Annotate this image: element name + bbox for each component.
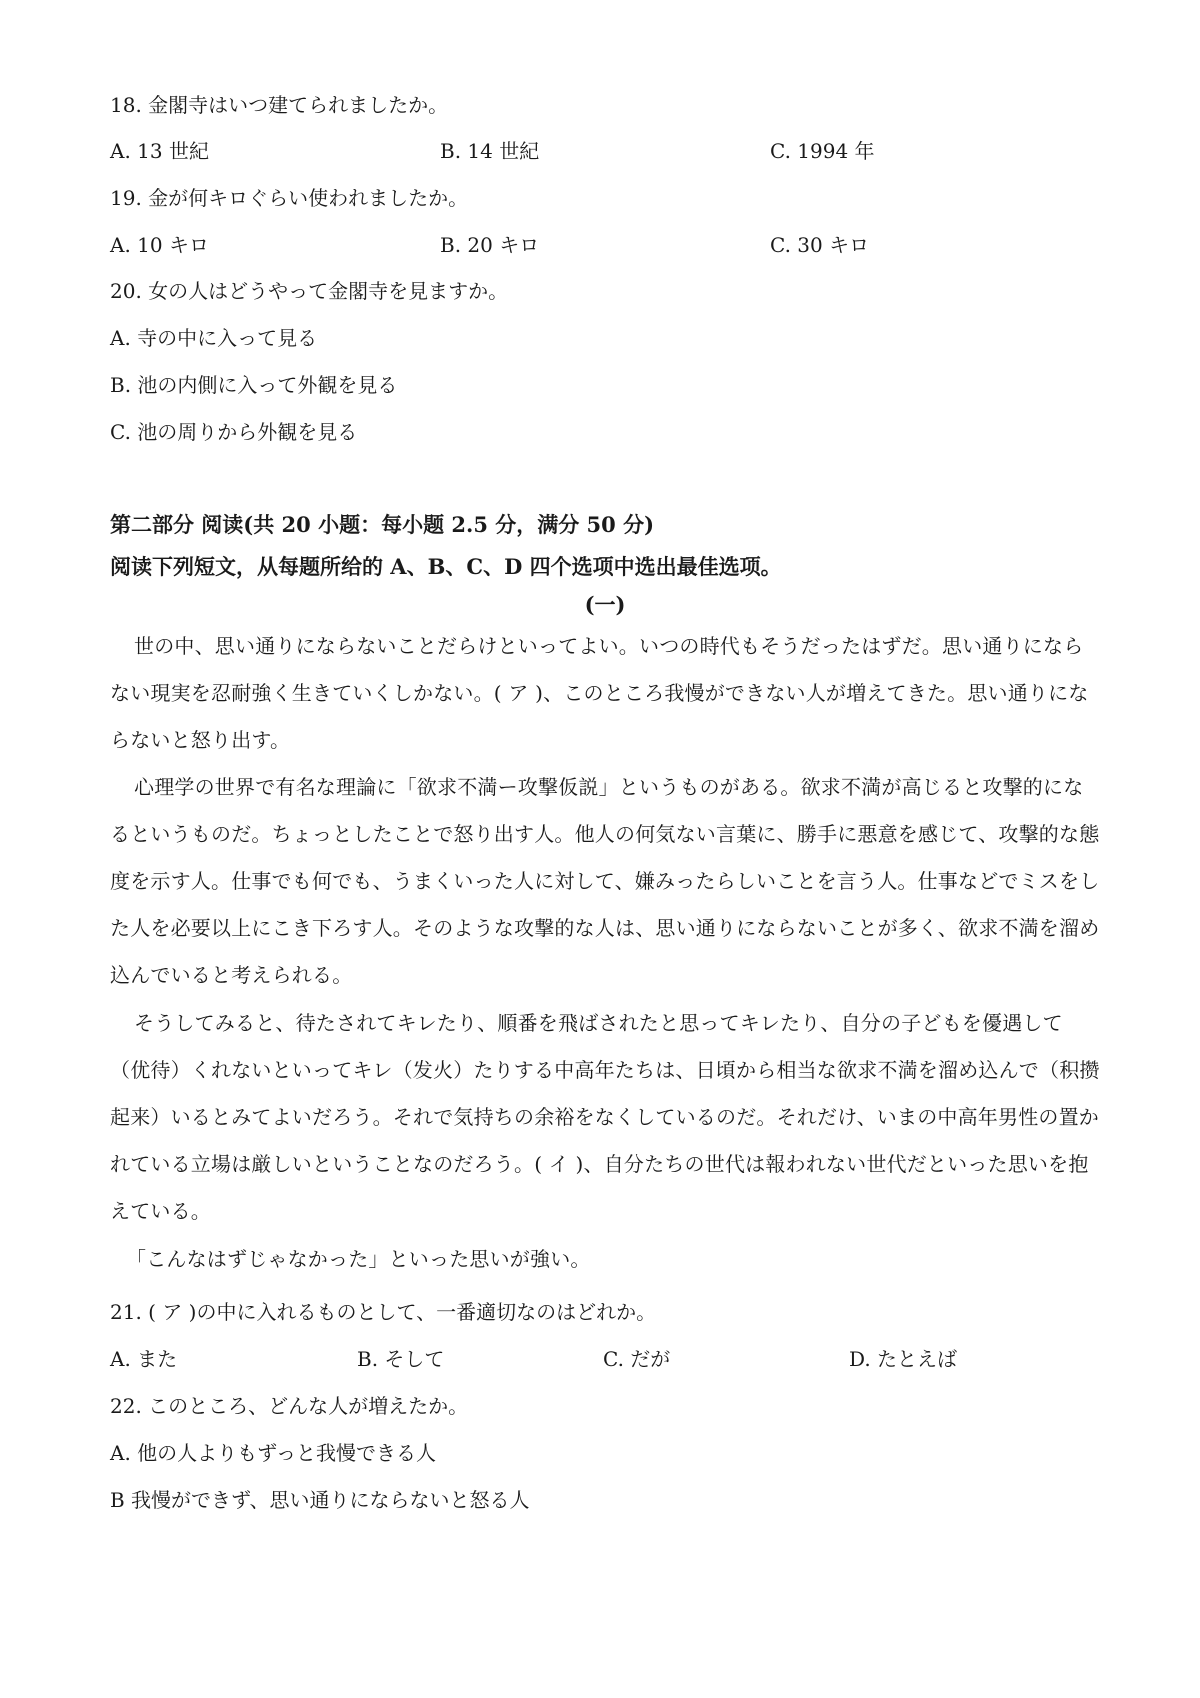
passage-paragraph-1: 世の中、思い通りにならないことだらけといってよい。いつの時代もそうだったはずだ。思い通りにならない現実を忍耐強く生きていくしかない。( ア )、このところ我慢ができない人が増えてきた。思い通りにならないと怒り出す。 bbox=[110, 634, 1089, 752]
q22-option-a: A. 他の人よりもずっと我慢できる人 bbox=[110, 1441, 436, 1465]
q21-option-d: D. たとえば bbox=[849, 1347, 958, 1371]
passage-paragraph-4: 「こんなはずじゃなかった」といった思いが強い。 bbox=[126, 1247, 591, 1271]
question-21: 21. ( ア )の中に入れるものとして、一番適切なのはどれか。 bbox=[110, 1300, 657, 1324]
q21-option-b: B. そして bbox=[357, 1347, 445, 1371]
q18-option-b: B. 14 世紀 bbox=[440, 139, 540, 163]
q18-option-c: C. 1994 年 bbox=[770, 139, 875, 163]
question-22: 22. このところ、どんな人が増えたか。 bbox=[110, 1394, 469, 1418]
q21-option-a: A. また bbox=[110, 1347, 178, 1371]
question-20: 20. 女の人はどうやって金閣寺を見ますか。 bbox=[110, 279, 509, 303]
q18-option-a: A. 13 世紀 bbox=[110, 139, 209, 163]
passage-paragraph-3: そうしてみると、待たされてキレたり、順番を飛ばされたと思ってキレたり、自分の子どもを優遇して（优待）くれないといってキレ（发火）たりする中高年たちは、日頃から相当な欲求不満を溜め込んで（积攒起来）いるとみてよいだろう。それで気持ちの余裕をなくしているのだ。それだけ、いまの中高年男性の置かれている立場は厳しいということなのだろう。( イ )、自分たちの世代は報われない世代だといった思いを抱えている。 bbox=[110, 1011, 1100, 1223]
q20-option-c: C. 池の周りから外観を見る bbox=[110, 420, 358, 444]
section-heading: 第二部分 阅读(共 20 小题：每小题 2.5 分，满分 50 分) bbox=[110, 512, 655, 537]
q22-option-b: B 我慢ができず、思い通りにならないと怒る人 bbox=[110, 1488, 530, 1512]
passage-paragraph-2: 心理学の世界で有名な理論に「欲求不満ー攻撃仮説」というものがある。欲求不満が高じると攻撃的になるというものだ。ちょっとしたことで怒り出す人。他人の何気ない言葉に、勝手に悪意を感じて、攻撃的な態度を示す人。仕事でも何でも、うまくいった人に対して、嫌みったらしいことを言う人。仕事などでミスをした人を必要以上にこき下ろす人。そのような攻撃的な人は、思い通りにならないことが多く、欲求不満を溜め込んでいると考えられる。 bbox=[110, 775, 1100, 987]
q20-option-b: B. 池の内側に入って外観を見る bbox=[110, 373, 398, 397]
q19-option-b: B. 20 キロ bbox=[440, 233, 540, 257]
q21-option-c: C. だが bbox=[603, 1347, 671, 1371]
q20-option-a: A. 寺の中に入って見る bbox=[110, 326, 318, 350]
section-instruction: 阅读下列短文，从每题所给的 A、B、C、D 四个选项中选出最佳选项。 bbox=[110, 554, 782, 579]
question-19: 19. 金が何キロぐらい使われましたか。 bbox=[110, 186, 469, 210]
q19-option-a: A. 10 キロ bbox=[110, 233, 209, 257]
question-18: 18. 金閣寺はいつ建てられましたか。 bbox=[110, 93, 449, 117]
q19-option-c: C. 30 キロ bbox=[770, 233, 870, 257]
passage-title: (一) bbox=[584, 592, 626, 617]
